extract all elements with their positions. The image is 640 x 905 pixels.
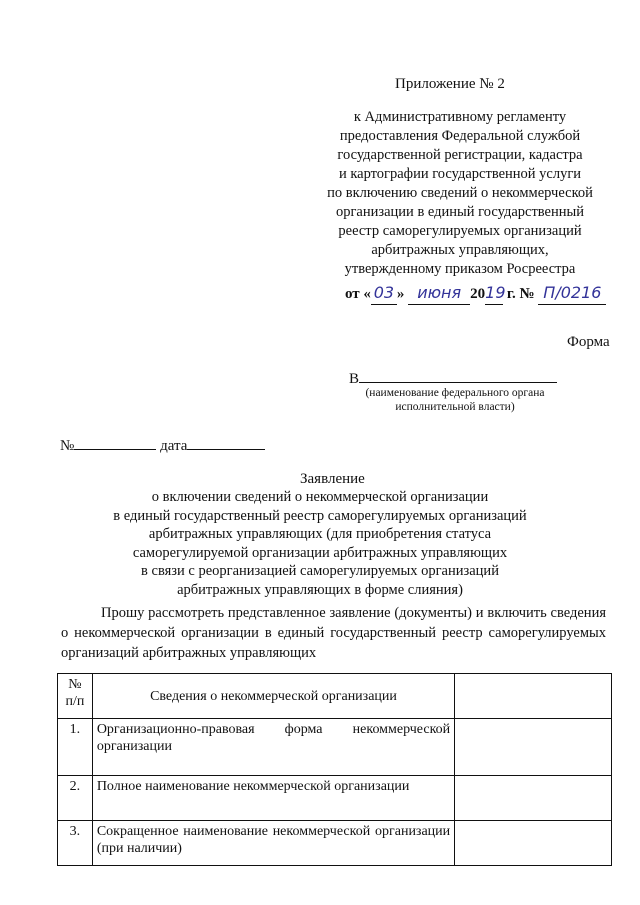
row-num: 3. — [58, 821, 93, 866]
addressee-hint: (наименование федерального органа исполнительной власти) — [365, 387, 545, 413]
table-header-row — [58, 674, 612, 719]
date-blank — [187, 436, 265, 450]
statement-line: в связи с реорганизацией саморегулируемых организаций — [141, 563, 499, 579]
order-date-number — [345, 283, 606, 305]
statement-subject — [100, 488, 540, 599]
statement-line: в единый государственный реестр саморегулируемых организаций — [113, 507, 527, 524]
row-value[interactable] — [455, 719, 612, 776]
request-paragraph: Прошу рассмотреть представленное заявление (документы) и включить сведения о некоммерческой организации в единый государственный реестр саморегулируемых организаций арбитражных управляющих — [61, 605, 606, 661]
row-desc: Сокращенное наименование некоммерческой организации (при наличии) — [92, 821, 454, 866]
row-desc: Полное наименование некоммерческой организации — [92, 776, 454, 821]
form-label: Форма — [567, 334, 610, 350]
statement-title: Заявление — [300, 471, 365, 487]
regulation-line: организации в единый государственный — [335, 204, 585, 220]
order-mid: » — [396, 286, 405, 302]
addressee-prefix: В — [349, 371, 360, 387]
table-row — [58, 776, 612, 821]
statement-line: о включении сведений о некоммерческой организации — [151, 489, 489, 505]
addressee-blank — [359, 368, 557, 383]
row-num: 1. — [58, 719, 93, 776]
order-year-suffix: 19 — [485, 283, 503, 305]
number-date-line — [60, 436, 265, 457]
appendix-title: Приложение № 2 — [395, 76, 505, 92]
row-num: 2. — [58, 776, 93, 821]
table-row — [58, 719, 612, 776]
regulation-line: к Административному регламенту — [353, 109, 567, 125]
order-day: 03 — [371, 283, 397, 305]
number-blank — [74, 436, 156, 450]
order-month: июня — [408, 283, 470, 305]
statement-line: арбитражных управляющих в форме слияния) — [177, 581, 463, 598]
row-value[interactable] — [455, 776, 612, 821]
regulation-reference — [315, 108, 605, 279]
table-row — [58, 821, 612, 866]
regulation-line: арбитражных управляющих, — [371, 242, 549, 258]
order-prefix: от « — [345, 286, 371, 302]
regulation-line: по включению сведений о некоммерческой — [327, 185, 593, 201]
order-year-prefix: 20 — [470, 286, 486, 302]
regulation-line: утвержденному приказом Росреестра — [344, 261, 576, 277]
regulation-line: и картографии государственной услуги — [338, 166, 582, 182]
header-desc: Сведения о некоммерческой организации — [92, 674, 454, 719]
statement-line: арбитражных управляющих (для приобретения статуса — [148, 526, 492, 542]
number-label: № — [60, 438, 75, 454]
row-desc: Организационно-правовая форма некоммерческой организации — [92, 719, 454, 776]
regulation-line: реестр саморегулируемых организаций — [338, 223, 582, 239]
order-year-label: г. № — [506, 286, 535, 302]
regulation-line: государственной регистрации, кадастра — [337, 147, 583, 163]
statement-line: саморегулируемой организации арбитражных управляющих — [132, 544, 508, 561]
row-value[interactable] — [455, 821, 612, 866]
date-label: дата — [160, 438, 188, 454]
header-num: № п/п — [58, 674, 93, 719]
order-number: П/0216 — [538, 283, 606, 305]
regulation-line: предоставления Федеральной службой — [339, 128, 581, 144]
organization-info-table — [57, 673, 612, 866]
header-value — [455, 674, 612, 719]
